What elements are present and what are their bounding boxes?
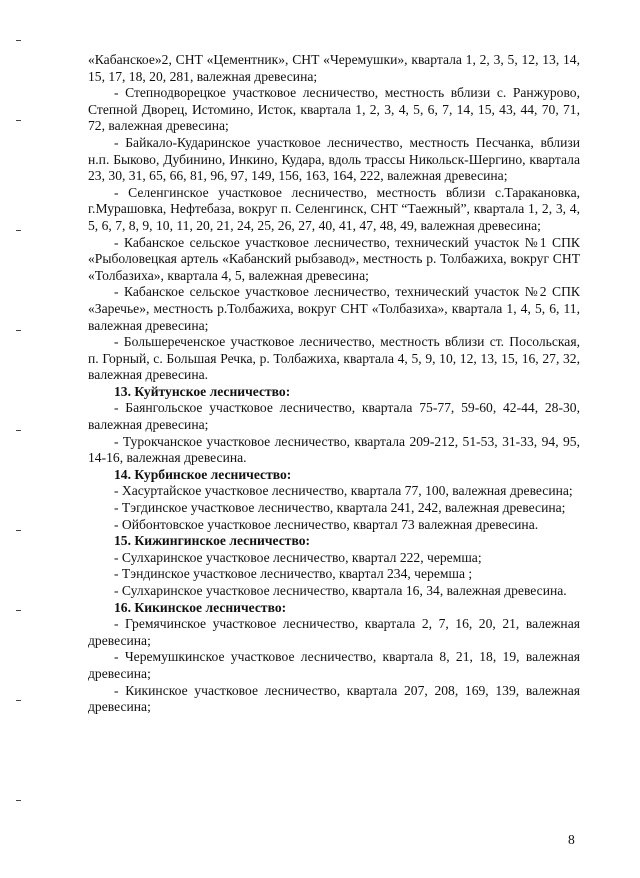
list-item: - Кабанское сельское участковое лесничество, технический участок №1 СПК «Рыболовецкая артель «Кабанский рыбзавод», местность р. Толбажиха, вокруг СНТ «Толбазиха», квартала 4, 5, валежная древесина; bbox=[88, 234, 580, 283]
list-item: - Турокчанское участковое лесничество, квартала 209-212, 51-53, 31-33, 94, 95, 14-16, валежная древесина. bbox=[88, 433, 580, 466]
scan-mark bbox=[16, 610, 21, 611]
list-item: - Сулхаринское участковое лесничество, квартала 16, 34, валежная древесина. bbox=[114, 583, 567, 598]
scan-mark bbox=[16, 700, 21, 701]
list-item: - Ойбонтовское участковое лесничество, квартал 73 валежная древесина. bbox=[114, 516, 539, 532]
scan-mark bbox=[16, 430, 21, 431]
scan-mark bbox=[16, 800, 21, 801]
list-item: - Кабанское сельское участковое лесничество, технический участок №2 СПК «Заречье», местность р.Толбажиха, вокруг СНТ «Толбазиха», квартала 1, 4, 5, 6, 11, валежная древесина; bbox=[88, 284, 580, 333]
scan-mark bbox=[16, 120, 21, 121]
list-item: - Баянгольское участковое лесничество, квартала 75-77, 59-60, 42-44, 28-30, валежная древесина; bbox=[88, 400, 580, 433]
list-item: - Степнодворецкое участковое лесничество, местность вблизи с. Ранжурово, Степной Дворец, Истомино, Исток, квартала 1, 2, 3, 4, 5, 6, 7, 14, 15, 43, 44, 70, 71, 72, валежная древесина; bbox=[88, 85, 580, 134]
list-item: - Тэндинское участковое лесничество, квартал 234, черемша ; bbox=[114, 566, 473, 582]
list-item: - Байкало-Кударинское участковое лесничество, местность Песчанка, вблизи н.п. Быково, Дубинино, Инкино, Кудара, вдоль трассы Никольск-Шергино, квартала 23, 30, 31, 65, 66, 81, 96, 97, 149, 156, 163, 164, 222, валежная древесина; bbox=[88, 134, 580, 184]
page-number: 8 bbox=[568, 832, 575, 847]
section-heading: 13. Куйтунское лесничество: bbox=[114, 383, 291, 399]
list-item: - Селенгинское участковое лесничество, местность вблизи с.Таракановка, г.Мурашовка, Нефтебаза, вокруг п. Селенгинск, СНТ “Таежный”, квартала 1, 2, 3, 4, 5, 6, 7, 8, 9, 10, 11, 20, 21, 24, 25, 26, 27, 40, 41, 47, 48, 49, валежная древесина; bbox=[88, 184, 580, 233]
list-item: - Гремячинское участковое лесничество, квартала 2, 7, 16, 20, 21, валежная древесина; bbox=[88, 616, 580, 648]
list-item: - Хасуртайское участковое лесничество, квартала 77, 100, валежная древесина; bbox=[114, 483, 573, 499]
scan-mark bbox=[16, 330, 21, 331]
paragraph: «Кабанское»2, СНТ «Цементник», СНТ «Черемушки», квартала 1, 2, 3, 5, 12, 13, 14, 15, 17, 18, 20, 281, валежная древесина; bbox=[88, 52, 580, 84]
scan-mark bbox=[16, 40, 21, 41]
scan-mark bbox=[16, 530, 21, 531]
list-item: - Тэгдинское участковое лесничество, квартала 241, 242, валежная древесина; bbox=[114, 500, 566, 516]
document-body bbox=[88, 52, 580, 716]
section-heading: 16. Кикинское лесничество: bbox=[114, 599, 287, 615]
scan-mark bbox=[16, 230, 21, 231]
list-item: - Черемушкинское участковое лесничество, квартала 8, 21, 18, 19, валежная древесина; bbox=[88, 649, 580, 681]
list-item: - Кикинское участковое лесничество, квартала 207, 208, 169, 139, валежная древесина; bbox=[88, 682, 580, 715]
list-item: - Большереченское участковое лесничество, местность вблизи ст. Посольская, п. Горный, с. Большая Речка, р. Толбажиха, квартала 4, 5, 9, 10, 12, 13, 15, 16, 27, 32, валежная древесина. bbox=[88, 334, 580, 383]
section-heading: 15. Кижингинское лесничество: bbox=[114, 533, 311, 549]
list-item: - Сулхаринское участковое лесничество, квартал 222, черемша; bbox=[114, 549, 482, 565]
section-heading: 14. Курбинское лесничество: bbox=[114, 466, 292, 482]
